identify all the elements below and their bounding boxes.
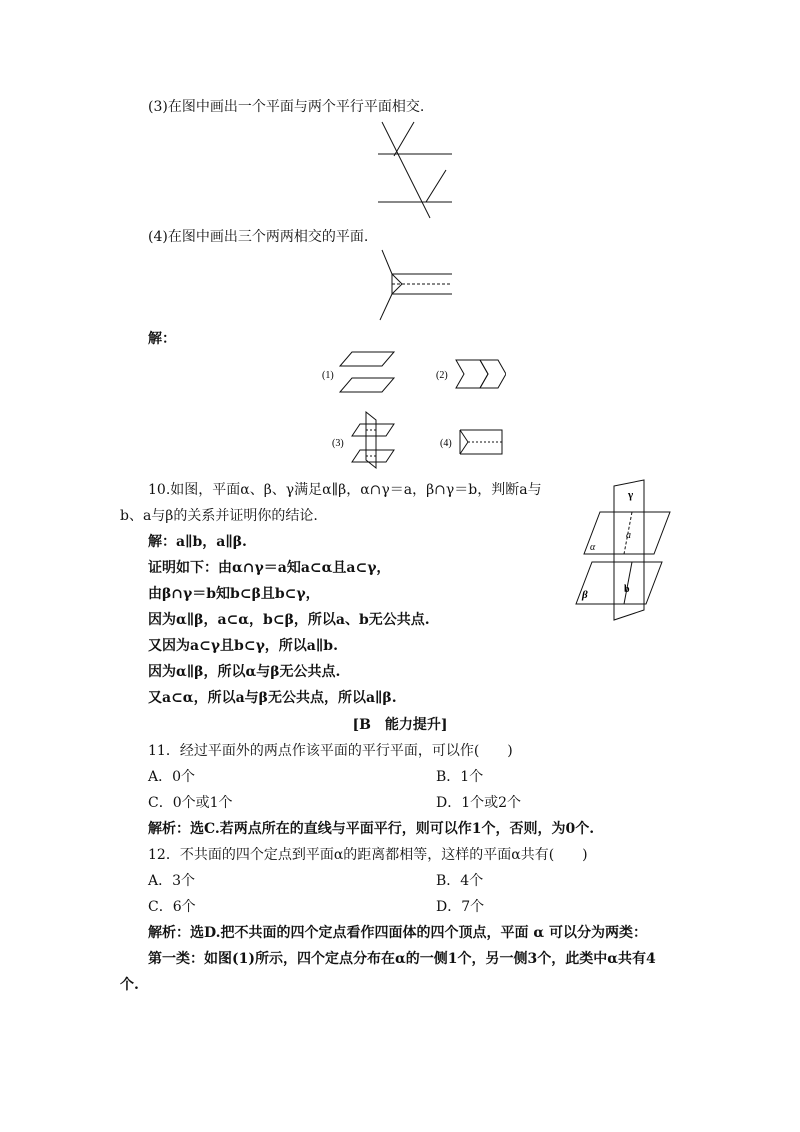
label-b: b: [624, 584, 630, 595]
section-b-heading: [B 能力提升]: [352, 717, 448, 733]
solution-figure-4: [440, 424, 504, 460]
figure-three-intersecting-lines: [376, 248, 456, 322]
q12-case1-line2: 个.: [120, 977, 139, 993]
figure-two-parallel-lines-with-transversal: [370, 118, 460, 222]
q11-stem: 11．经过平面外的两点作该平面的平行平面，可以作( ): [148, 743, 513, 759]
q10-proof-5: 因为α∥β，所以α与β无公共点.: [148, 664, 341, 680]
label-beta: β: [582, 589, 588, 601]
q10-answer: 解：a∥b，a∥β.: [148, 534, 247, 550]
q10-proof-4: 又因为a⊂γ且b⊂γ，所以a∥b.: [148, 638, 338, 654]
label-alpha: α: [590, 542, 596, 553]
solution-figure-2: [436, 356, 506, 392]
q11-option-d: D．1个或2个: [436, 795, 522, 811]
q10-proof-3: 因为α∥β，a⊂α，b⊂β，所以a、b无公共点.: [148, 612, 430, 628]
problem-9-4-text: (4)在图中画出三个两两相交的平面.: [148, 229, 369, 245]
q12-option-b: B．4个: [436, 873, 484, 889]
q11-option-a: A．0个: [148, 769, 196, 785]
q10-proof-1: 证明如下：由α∩γ＝a知a⊂α且a⊂γ，: [148, 560, 391, 576]
q10-line2: b、a与β的关系并证明你的结论.: [120, 508, 318, 524]
fig3-label: (3): [332, 438, 344, 449]
solution-figure-1: [320, 348, 400, 400]
q10-proof-2: 由β∩γ＝b知b⊂β且b⊂γ，: [148, 586, 320, 602]
fig1-label: (1): [322, 370, 334, 381]
q12-option-a: A．3个: [148, 873, 196, 889]
q12-option-c: C．6个: [148, 899, 196, 915]
q11-option-b: B．1个: [436, 769, 484, 785]
label-gamma: γ: [628, 489, 634, 501]
q11-option-c: C．0个或1个: [148, 795, 233, 811]
q12-case1-line1: 第一类：如图(1)所示，四个定点分布在α的一侧1个，另一侧3个，此类中α共有4: [148, 951, 656, 967]
problem-9-3-text: (3)在图中画出一个平面与两个平行平面相交.: [148, 99, 425, 115]
q10-figure-planes: [572, 476, 672, 626]
q10-line1: 10.如图，平面α、β、γ满足α∥β，α∩γ＝a，β∩γ＝b，判断a与: [148, 482, 542, 498]
q12-analysis: 解析：选D.把不共面的四个定点看作四面体的四个顶点，平面 α 可以分为两类：: [148, 925, 648, 941]
solution-label: 解：: [148, 331, 176, 347]
q11-analysis: 解析：选C.若两点所在的直线与平面平行，则可以作1个，否则，为0个.: [148, 821, 595, 837]
label-a: a: [626, 530, 631, 541]
q12-stem: 12．不共面的四个定点到平面α的距离都相等，这样的平面α共有( ): [148, 847, 588, 863]
fig4-label: (4): [440, 438, 452, 449]
fig2-label: (2): [436, 370, 448, 381]
q12-option-d: D．7个: [436, 899, 485, 915]
solution-figure-3: [330, 410, 400, 472]
q10-proof-6: 又a⊂α，所以a与β无公共点，所以a∥β.: [148, 690, 397, 706]
